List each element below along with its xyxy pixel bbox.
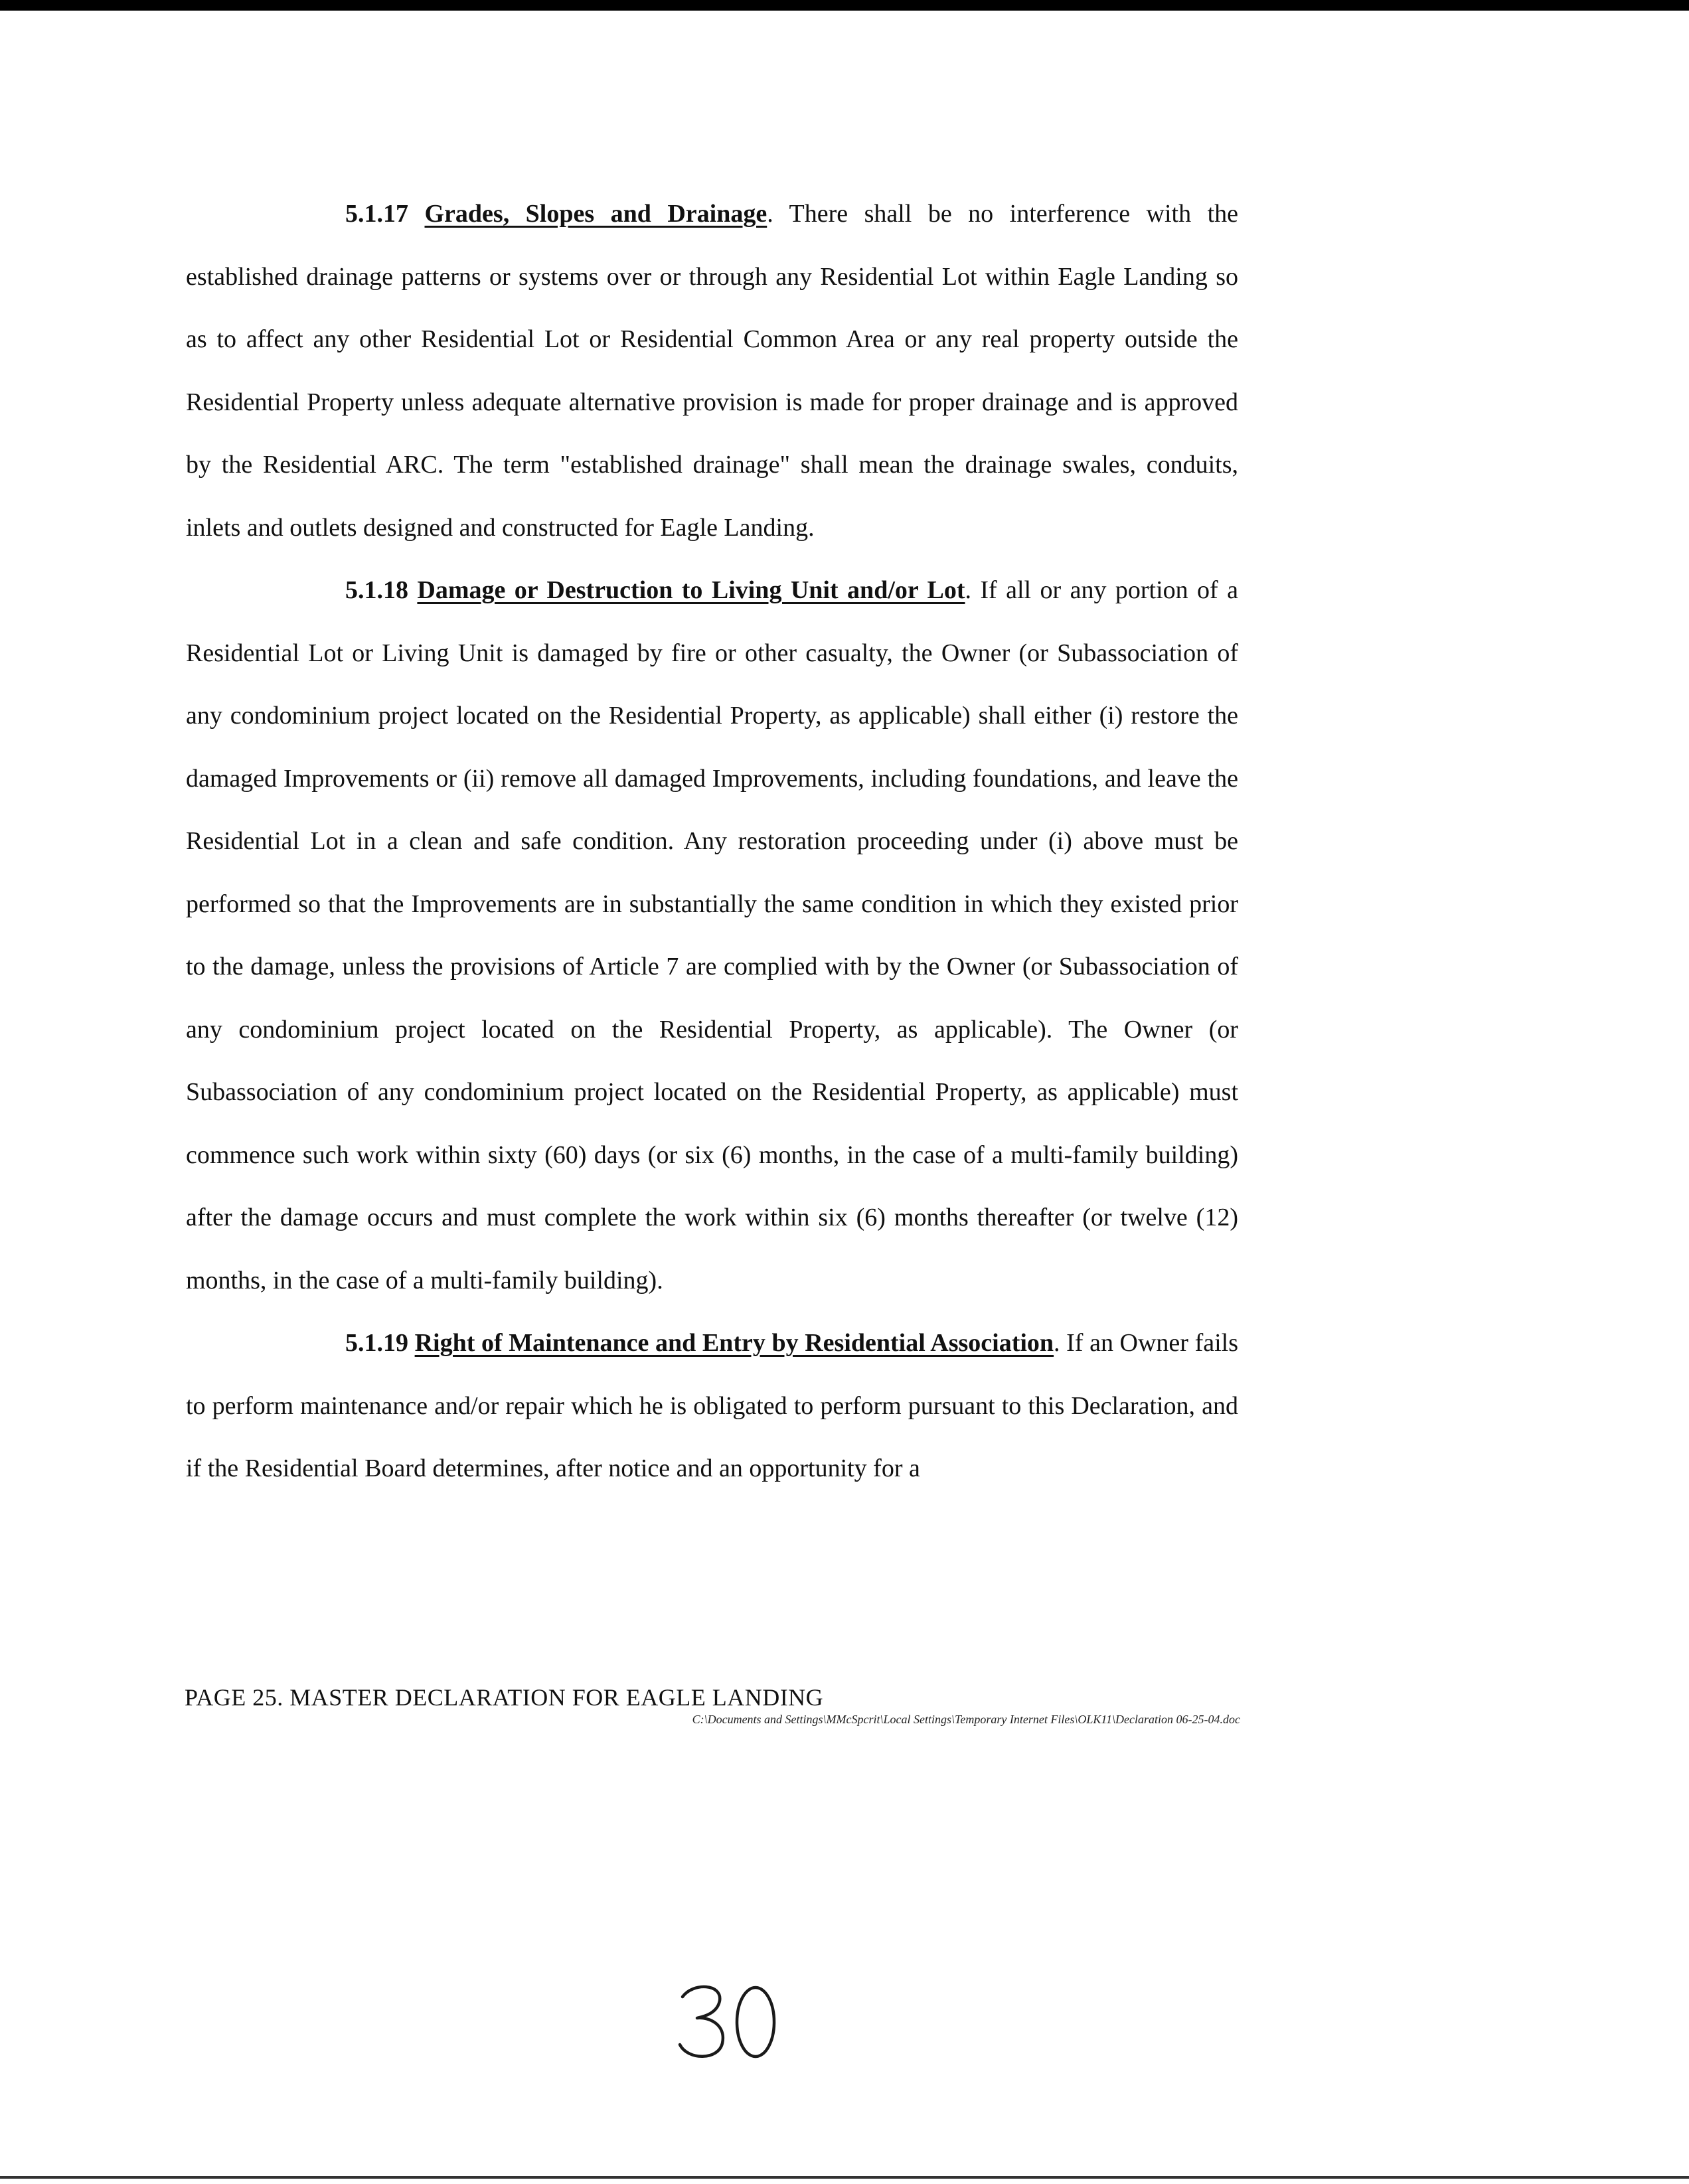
section-body: . If an Owner fails to perform maintenance and/or repair which he is obligated to perform pursuant to this Declaration, and if the Residential Board determines, after notice and an opportunity for a xyxy=(186,1329,1238,1482)
scan-bottom-border xyxy=(0,2176,1689,2179)
section-5-1-18 xyxy=(186,559,1238,1312)
handwritten-page-number xyxy=(671,1978,783,2065)
footer-title: PAGE 25. MASTER DECLARATION FOR EAGLE LANDING xyxy=(185,1684,824,1711)
section-number: 5.1.17 xyxy=(345,200,408,228)
section-title: Right of Maintenance and Entry by Residential Association xyxy=(414,1329,1054,1357)
page-footer xyxy=(185,1683,1240,1728)
section-number: 5.1.18 xyxy=(345,576,408,604)
footer-file-path: C:\Documents and Settings\MMcSpcrit\Local Settings\Temporary Internet Files\OLK11\Declaration 06-25-04.doc xyxy=(692,1713,1240,1726)
document-page xyxy=(186,183,1238,1500)
section-body: . There shall be no interference with the established drainage patterns or systems over or through any Residential Lot within Eagle Landing so as to affect any other Residential Lot or Residential Common Area or any real property outside the Residential Property unless adequate alternative provision is made for proper drainage and is approved by the Residential ARC. The term "established drainage" shall mean the drainage swales, conduits, inlets and outlets designed and constructed for Eagle Landing. xyxy=(186,200,1238,542)
section-5-1-19 xyxy=(186,1312,1238,1500)
section-number: 5.1.19 xyxy=(345,1329,408,1357)
section-body: . If all or any portion of a Residential Lot or Living Unit is damaged by fire or other casualty, the Owner (or Subassociation of any condominium project located on the Residential Property, as applicable) shall either (i) restore the damaged Improvements or (ii) remove all damaged Improvements, including foundations, and leave the Residential Lot in a clean and safe condition. Any restoration proceeding under (i) above must be performed so that the Improvements are in substantially the same condition in which they existed prior to the damage, unless the provisions of Article 7 are complied with by the Owner (or Subassociation of any condominium project located on the Residential Property, as applicable). The Owner (or Subassociation of any condominium project located on the Residential Property, as applicable) must commence such work within sixty (60) days (or six (6) months, in the case of a multi-family building) after the damage occurs and must complete the work within six (6) months thereafter (or twelve (12) months, in the case of a multi-family building). xyxy=(186,576,1238,1294)
section-title: Grades, Slopes and Drainage xyxy=(424,200,767,228)
scan-top-border xyxy=(0,0,1689,11)
section-5-1-17 xyxy=(186,183,1238,559)
section-title: Damage or Destruction to Living Unit and/or Lot xyxy=(417,576,965,604)
